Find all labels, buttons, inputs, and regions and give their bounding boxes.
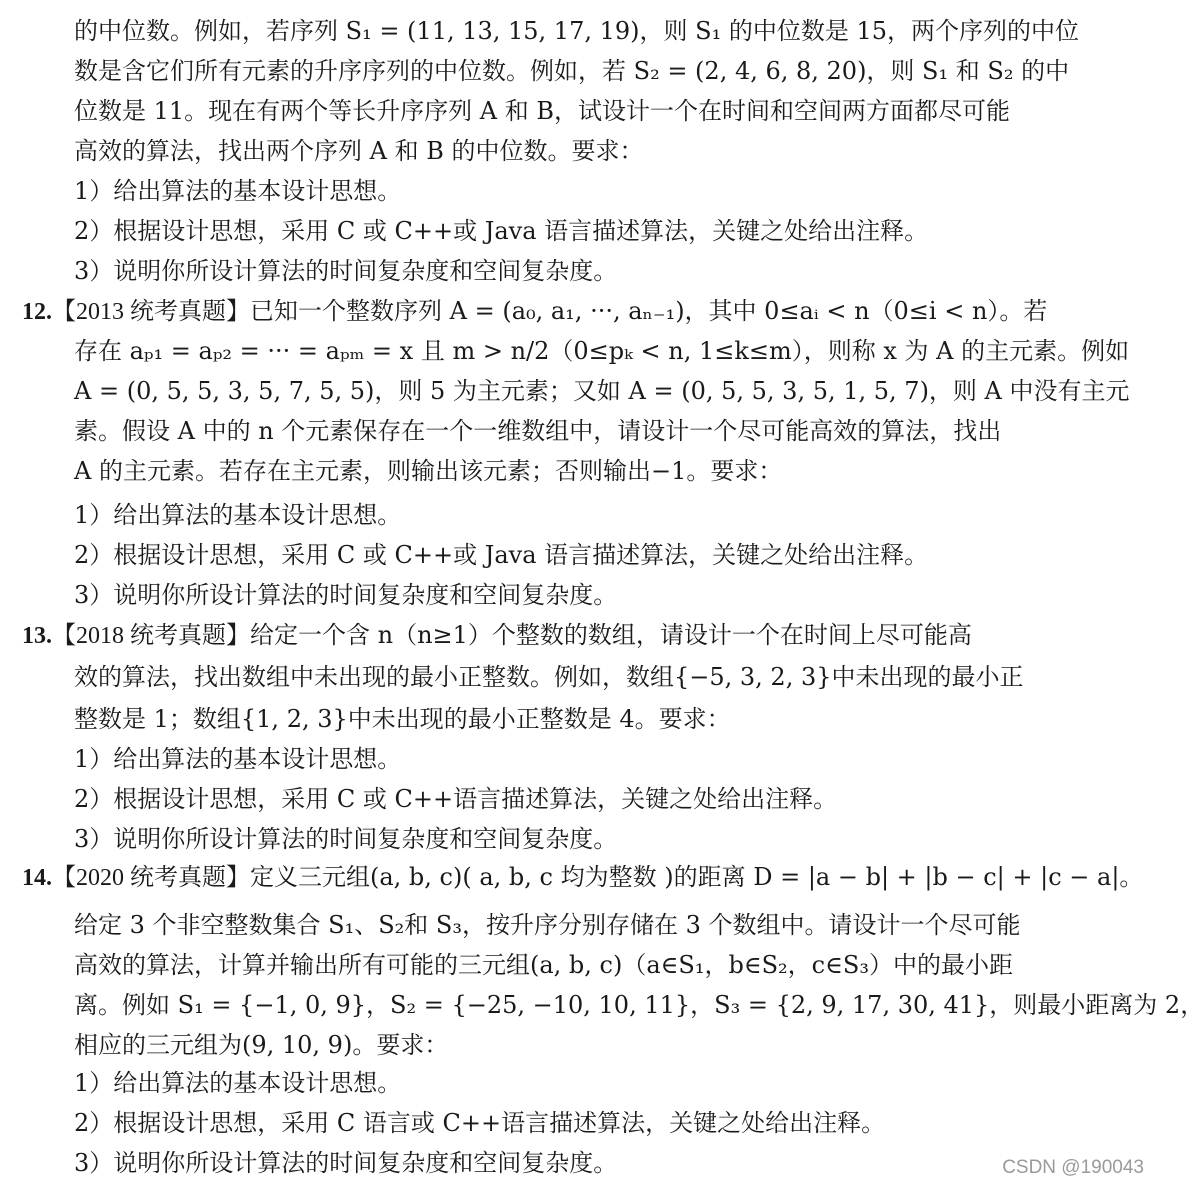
- csdn-watermark: CSDN @190043: [1002, 1157, 1144, 1178]
- q12-line-1: 已知一个整数序列 A = (a₀, a₁, ···, aₙ₋₁)，其中 0≤aᵢ < n（0≤i < n）。若: [250, 297, 1048, 325]
- q12-line-2: 存在 aₚ₁ = aₚ₂ = ··· = aₚₘ = x 且 m > n/2（0≤pₖ < n, 1≤k≤m），则称 x 为 A 的主元素。例如: [74, 337, 1130, 365]
- q14-heading-line: [22, 857, 1144, 897]
- intro-requirement-3: 3）说明你所设计算法的时间复杂度和空间复杂度。: [74, 257, 618, 285]
- q13-source: 【2018 统考真题】: [52, 623, 250, 649]
- q13-heading-line: [22, 615, 1084, 655]
- q12-requirement-3: 3）说明你所设计算法的时间复杂度和空间复杂度。: [74, 581, 618, 609]
- q13-requirement-3: 3）说明你所设计算法的时间复杂度和空间复杂度。: [74, 825, 618, 853]
- q12-number: 12.: [22, 299, 52, 325]
- q12-heading-line: [22, 291, 1084, 331]
- intro-line-3: 位数是 11。现在有两个等长升序序列 A 和 B，试设计一个在时间和空间两方面都尽可能: [74, 97, 1011, 125]
- q14-line-5: 相应的三元组为(9, 10, 9)。要求：: [74, 1031, 449, 1059]
- q13-line-2: 效的算法，找出数组中未出现的最小正整数。例如，数组{−5, 3, 2, 3}中未出现的最小正: [74, 663, 1024, 691]
- intro-requirement-2: 2）根据设计思想，采用 C 或 C++或 Java 语言描述算法，关键之处给出注释。: [74, 217, 929, 245]
- q12-source: 【2013 统考真题】: [52, 299, 250, 325]
- intro-line-1: 的中位数。例如，若序列 S₁ = (11, 13, 15, 17, 19)，则 S₁ 的中位数是 15，两个序列的中位: [74, 17, 1079, 45]
- q14-line-1: 定义三元组(a, b, c)( a, b, c 均为整数 )的距离 D = |a − b| + |b − c| + |c − a|。: [250, 863, 1144, 891]
- q12-line-4: 素。假设 A 中的 n 个元素保存在一个一维数组中，请设计一个尽可能高效的算法，找出: [74, 417, 1002, 445]
- q13-requirement-2: 2）根据设计思想，采用 C 或 C++语言描述算法，关键之处给出注释。: [74, 785, 838, 813]
- q14-number: 14.: [22, 865, 52, 891]
- q14-requirement-2: 2）根据设计思想，采用 C 语言或 C++语言描述算法，关键之处给出注释。: [74, 1109, 886, 1137]
- intro-line-4: 高效的算法，找出两个序列 A 和 B 的中位数。要求：: [74, 137, 644, 165]
- intro-line-2: 数是含它们所有元素的升序序列的中位数。例如，若 S₂ = (2, 4, 6, 8, 20)，则 S₁ 和 S₂ 的中: [74, 57, 1070, 85]
- q13-number: 13.: [22, 623, 52, 649]
- intro-requirement-1: 1）给出算法的基本设计思想。: [74, 177, 402, 205]
- q14-requirement-1: 1）给出算法的基本设计思想。: [74, 1069, 402, 1097]
- q14-line-3: 高效的算法，计算并输出所有可能的三元组(a, b, c)（a∈S₁，b∈S₂，c∈S₃）中的最小距: [74, 951, 1013, 979]
- q12-line-5: A 的主元素。若存在主元素，则输出该元素；否则输出−1。要求：: [74, 457, 783, 485]
- q13-line-3: 整数是 1；数组{1, 2, 3}中未出现的最小正整数是 4。要求：: [74, 705, 731, 733]
- q13-line-1: 给定一个含 n（n≥1）个整数的数组，请设计一个在时间上尽可能高: [250, 621, 972, 649]
- q14-source: 【2020 统考真题】: [52, 865, 250, 891]
- q12-requirement-1: 1）给出算法的基本设计思想。: [74, 501, 402, 529]
- q13-requirement-1: 1）给出算法的基本设计思想。: [74, 745, 402, 773]
- q12-requirement-2: 2）根据设计思想，采用 C 或 C++或 Java 语言描述算法，关键之处给出注释。: [74, 541, 929, 569]
- q14-line-4: 离。例如 S₁ = {−1, 0, 9}，S₂ = {−25, −10, 10, 11}，S₃ = {2, 9, 17, 30, 41}，则最小距离为 2，: [74, 991, 1204, 1019]
- q14-requirement-3: 3）说明你所设计算法的时间复杂度和空间复杂度。: [74, 1149, 618, 1177]
- q14-line-2: 给定 3 个非空整数集合 S₁、S₂和 S₃，按升序分别存储在 3 个数组中。请设计一个尽可能: [74, 911, 1021, 939]
- q12-line-3: A = (0, 5, 5, 3, 5, 7, 5, 5)，则 5 为主元素；又如 A = (0, 5, 5, 3, 5, 1, 5, 7)，则 A 中没有主元: [74, 377, 1130, 405]
